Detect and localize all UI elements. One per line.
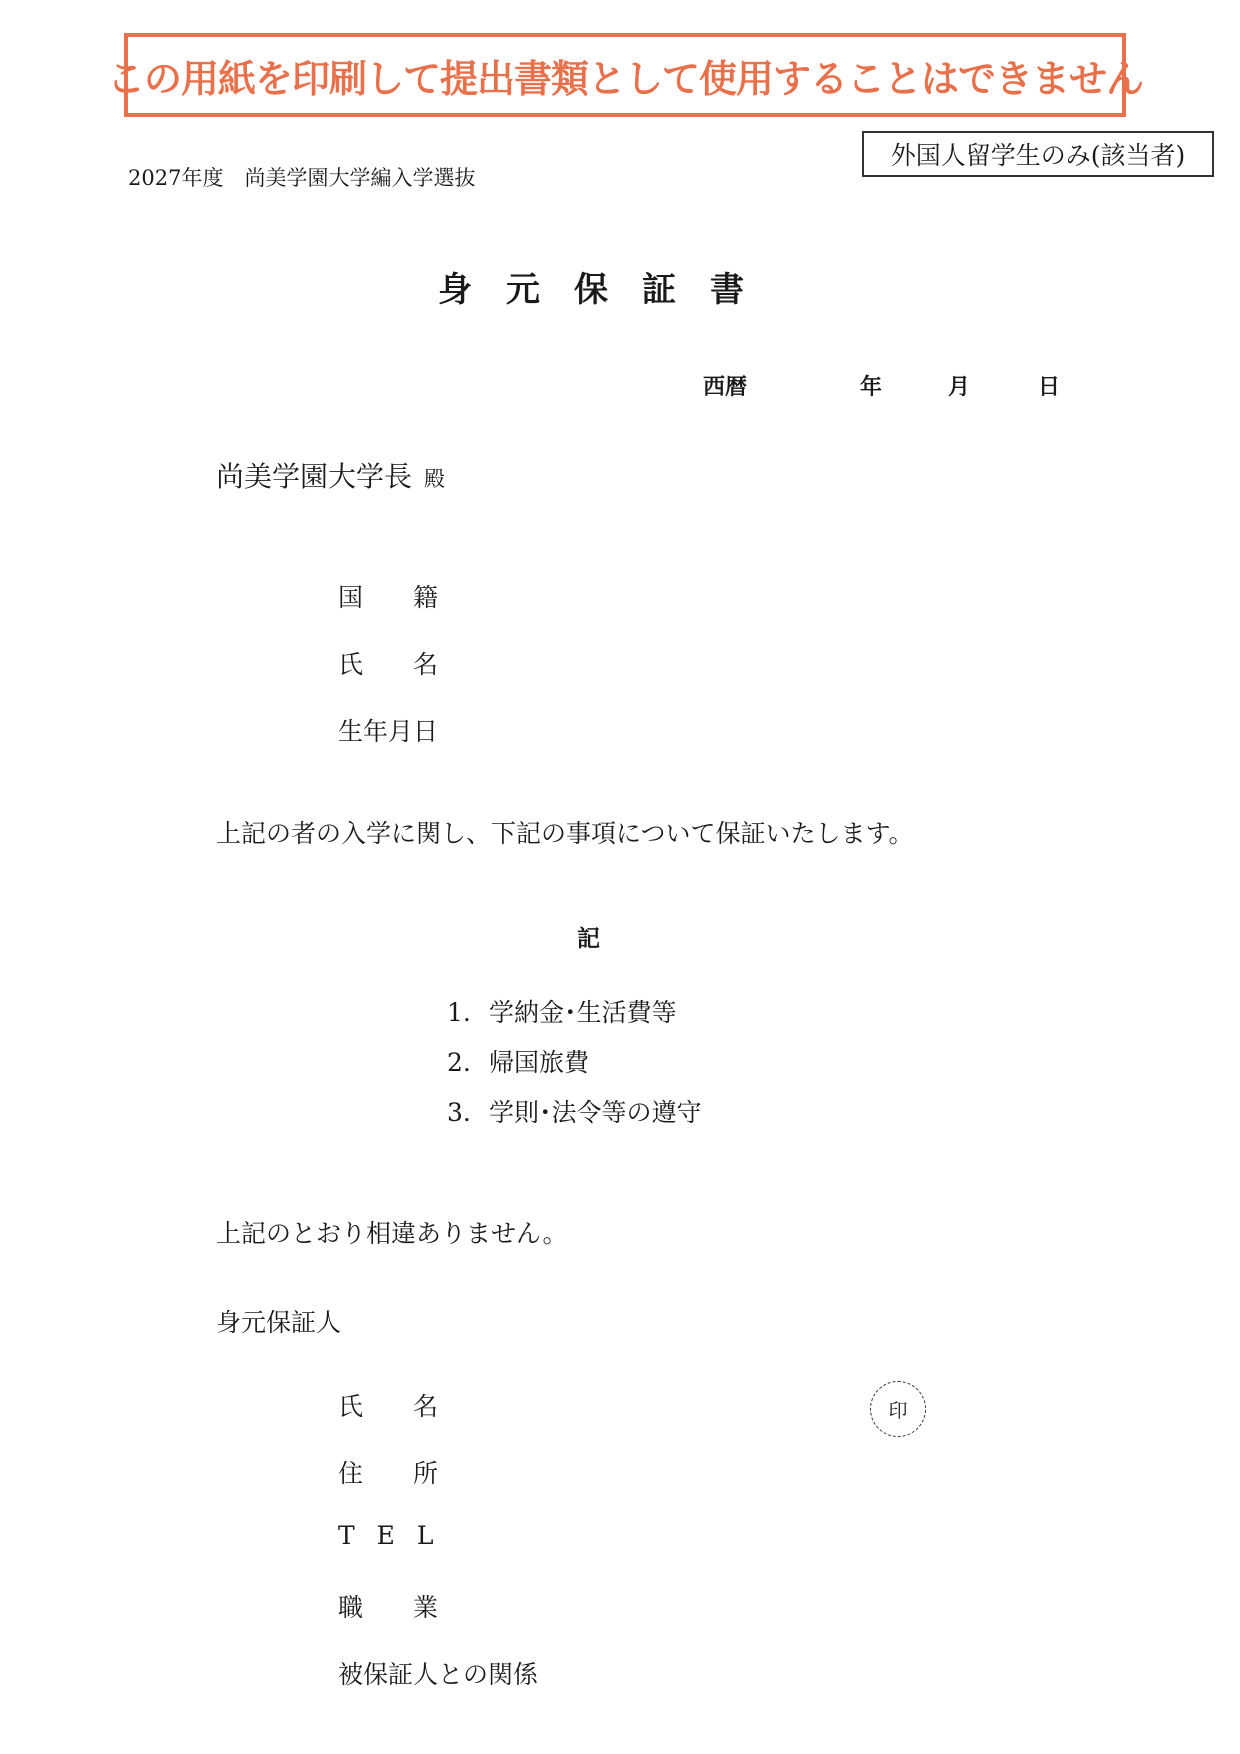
- date-month-label: 月: [948, 374, 971, 400]
- guarantor-relation-label: 被保証人との関係: [338, 1660, 539, 1689]
- nationality-label: 国籍: [338, 583, 489, 612]
- list-item: [447, 993, 677, 1029]
- guarantor-heading: 身元保証人: [216, 1308, 342, 1337]
- applicant-tag: 外国人留学生のみ(該当者): [862, 131, 1214, 177]
- list-item-number: 1.: [447, 998, 471, 1027]
- list-item: [447, 1093, 702, 1129]
- applicant-name-label: 氏名: [338, 650, 489, 679]
- guarantee-statement: 上記の者の入学に関し、下記の事項について保証いたします。: [216, 819, 914, 848]
- addressee-honorific: 殿: [424, 467, 446, 491]
- addressee: [216, 455, 445, 495]
- list-item-text: 帰国旅費: [489, 1048, 590, 1077]
- warning-text: この用紙を印刷して提出書類として使用することはできません: [107, 56, 1144, 101]
- guarantor-name-label: 氏名: [338, 1392, 489, 1421]
- guarantor-tel-label: TEL: [338, 1521, 456, 1550]
- list-item: [447, 1043, 589, 1079]
- guarantor-occupation-label: 職業: [338, 1593, 489, 1622]
- list-item-text: 学納金･生活費等: [489, 998, 677, 1027]
- date-era-label: 西暦: [703, 374, 748, 400]
- ki-heading: 記: [577, 925, 600, 952]
- warning-banner: [107, 33, 1144, 117]
- list-item-text: 学則･法令等の遵守: [489, 1098, 702, 1127]
- list-item-number: 2.: [447, 1048, 471, 1077]
- addressee-name: 尚美学園大学長: [216, 460, 413, 493]
- confirmation-statement: 上記のとおり相違ありません。: [216, 1219, 568, 1248]
- list-item-number: 3.: [447, 1098, 471, 1127]
- seal-mark: 印: [870, 1381, 926, 1437]
- date-day-label: 日: [1038, 374, 1061, 400]
- guarantor-address-label: 住所: [338, 1459, 489, 1488]
- document-title: 身元保証書: [438, 270, 778, 310]
- birthdate-label: 生年月日: [338, 717, 439, 746]
- exam-name: 2027年度 尚美学園大学編入学選抜: [128, 166, 476, 190]
- date-year-label: 年: [860, 374, 883, 400]
